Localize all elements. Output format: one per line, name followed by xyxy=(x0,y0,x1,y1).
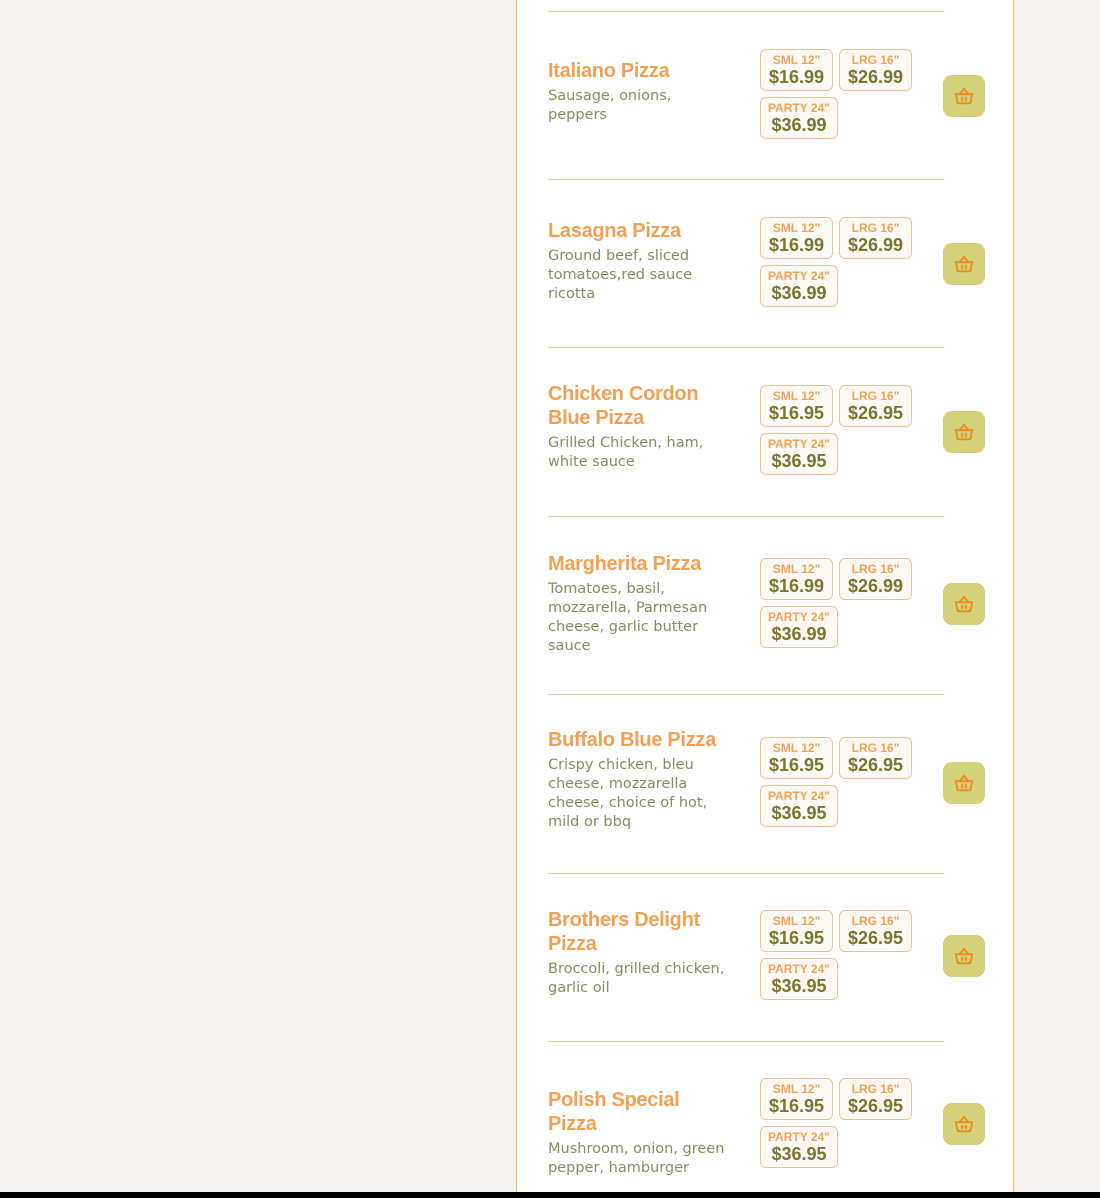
price-value: $16.95 xyxy=(768,1096,825,1116)
divider xyxy=(548,873,944,874)
size-label: SML 12" xyxy=(772,221,821,235)
size-label: LRG 16" xyxy=(851,221,900,235)
size-label: SML 12" xyxy=(772,741,821,755)
basket-icon xyxy=(953,945,975,967)
add-to-cart-button[interactable] xyxy=(943,411,985,453)
add-to-cart-button[interactable] xyxy=(943,762,985,804)
divider xyxy=(548,516,944,517)
size-label: LRG 16" xyxy=(851,914,900,928)
price-option-large[interactable] xyxy=(839,217,912,259)
price-option-party[interactable] xyxy=(760,958,838,1000)
price-value: $36.95 xyxy=(771,1144,827,1164)
price-option-party[interactable] xyxy=(760,606,838,648)
size-label: PARTY 24" xyxy=(768,789,830,803)
item-description: Grilled Chicken, ham, white sauce xyxy=(548,435,704,470)
basket-icon xyxy=(953,85,975,107)
price-value: $36.99 xyxy=(771,624,827,644)
basket-icon xyxy=(953,421,975,443)
item-name: Brothers Delight Pizza xyxy=(548,909,700,955)
price-value: $16.95 xyxy=(768,928,825,948)
item-description: Tomatoes, basil, mozzarella, Parmesan cheese, garlic butter sauce xyxy=(548,581,708,654)
price-value: $36.99 xyxy=(771,115,827,135)
item-name: Italiano Pizza xyxy=(548,60,670,82)
item-name: Polish Special Pizza xyxy=(548,1089,680,1135)
price-value: $26.99 xyxy=(847,67,904,87)
divider xyxy=(548,179,944,180)
item-description: Broccoli, grilled chicken, garlic oil xyxy=(548,961,725,996)
price-value: $36.95 xyxy=(771,451,827,471)
price-option-small[interactable] xyxy=(760,49,833,91)
size-label: SML 12" xyxy=(772,389,821,403)
price-option-party[interactable] xyxy=(760,265,838,307)
basket-icon xyxy=(953,772,975,794)
price-value: $16.99 xyxy=(768,576,825,596)
size-label: LRG 16" xyxy=(851,562,900,576)
size-label: LRG 16" xyxy=(851,741,900,755)
size-label: SML 12" xyxy=(772,53,821,67)
item-name: Chicken Cordon Blue Pizza xyxy=(548,383,699,429)
item-name: Lasagna Pizza xyxy=(548,220,681,242)
size-label: LRG 16" xyxy=(851,1082,900,1096)
price-value: $36.99 xyxy=(771,283,827,303)
item-description: Sausage, onions, peppers xyxy=(548,88,672,123)
size-label: SML 12" xyxy=(772,1082,821,1096)
price-value: $36.95 xyxy=(771,803,827,823)
price-value: $16.95 xyxy=(768,755,825,775)
price-value: $26.95 xyxy=(847,403,904,423)
add-to-cart-button[interactable] xyxy=(943,583,985,625)
price-value: $26.99 xyxy=(847,576,904,596)
item-description: Mushroom, onion, green pepper, hamburger xyxy=(548,1141,725,1176)
size-label: PARTY 24" xyxy=(768,610,830,624)
size-label: PARTY 24" xyxy=(768,269,830,283)
price-option-large[interactable] xyxy=(839,385,912,427)
menu-panel xyxy=(516,0,1014,1194)
size-label: LRG 16" xyxy=(851,53,900,67)
price-option-small[interactable] xyxy=(760,385,833,427)
size-label: PARTY 24" xyxy=(768,101,830,115)
price-option-large[interactable] xyxy=(839,910,912,952)
basket-icon xyxy=(953,253,975,275)
basket-icon xyxy=(953,593,975,615)
price-option-large[interactable] xyxy=(839,1078,912,1120)
add-to-cart-button[interactable] xyxy=(943,243,985,285)
price-option-small[interactable] xyxy=(760,217,833,259)
item-name: Margherita Pizza xyxy=(548,553,702,575)
add-to-cart-button[interactable] xyxy=(943,1103,985,1145)
size-label: LRG 16" xyxy=(851,389,900,403)
size-label: SML 12" xyxy=(772,562,821,576)
price-value: $26.95 xyxy=(847,928,904,948)
price-option-party[interactable] xyxy=(760,785,838,827)
price-option-small[interactable] xyxy=(760,558,833,600)
divider xyxy=(548,347,944,348)
price-value: $16.95 xyxy=(768,403,825,423)
price-value: $36.95 xyxy=(771,976,827,996)
size-label: PARTY 24" xyxy=(768,437,830,451)
add-to-cart-button[interactable] xyxy=(943,935,985,977)
divider xyxy=(548,11,944,12)
price-value: $26.95 xyxy=(847,755,904,775)
bottom-bar xyxy=(0,1192,1100,1198)
price-option-small[interactable] xyxy=(760,910,833,952)
price-value: $26.99 xyxy=(847,235,904,255)
price-option-party[interactable] xyxy=(760,97,838,139)
price-option-small[interactable] xyxy=(760,1078,833,1120)
divider xyxy=(548,694,944,695)
item-name: Buffalo Blue Pizza xyxy=(548,729,716,751)
add-to-cart-button[interactable] xyxy=(943,75,985,117)
price-option-large[interactable] xyxy=(839,737,912,779)
price-option-party[interactable] xyxy=(760,433,838,475)
price-option-large[interactable] xyxy=(839,49,912,91)
size-label: PARTY 24" xyxy=(768,1130,830,1144)
size-label: SML 12" xyxy=(772,914,821,928)
item-description: Crispy chicken, bleu cheese, mozzarella cheese, choice of hot, mild or bbq xyxy=(548,757,708,830)
price-value: $26.95 xyxy=(847,1096,904,1116)
price-option-party[interactable] xyxy=(760,1126,838,1168)
price-option-small[interactable] xyxy=(760,737,833,779)
basket-icon xyxy=(953,1113,975,1135)
size-label: PARTY 24" xyxy=(768,962,830,976)
price-value: $16.99 xyxy=(768,67,825,87)
item-description: Ground beef, sliced tomatoes,red sauce ricotta xyxy=(548,248,693,302)
price-value: $16.99 xyxy=(768,235,825,255)
divider xyxy=(548,1041,944,1042)
price-option-large[interactable] xyxy=(839,558,912,600)
